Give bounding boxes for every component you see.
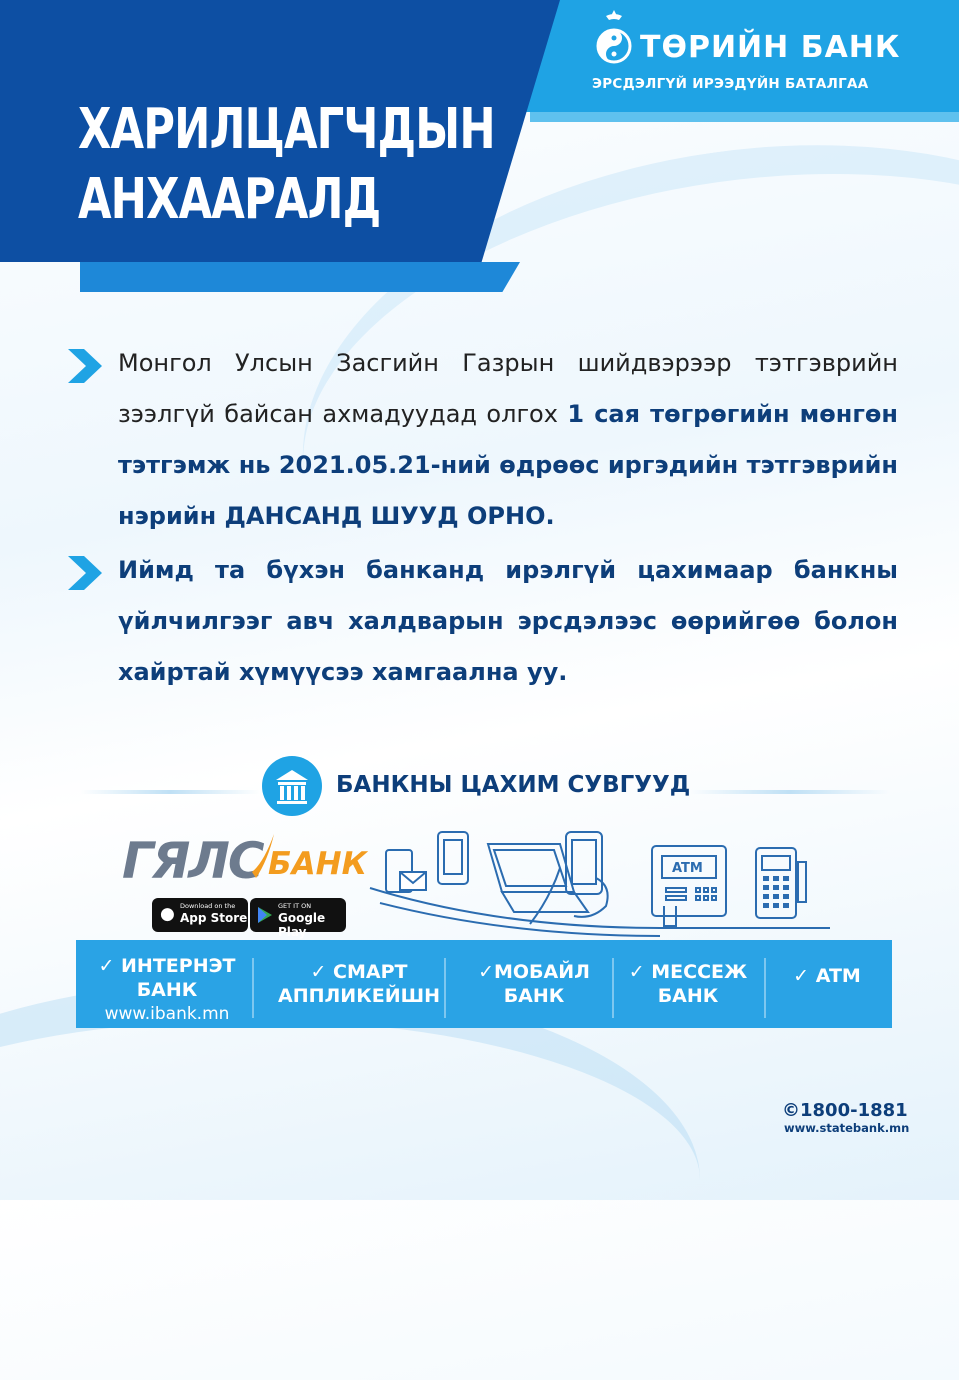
app-store-button[interactable] (152, 898, 248, 932)
header-accent-strip (530, 112, 959, 122)
channel-smart-app[interactable] (262, 960, 456, 1008)
google-play-label: Google Play (278, 911, 326, 939)
check-circle-icon: ✓ (478, 961, 494, 983)
bank-logo-icon (592, 8, 636, 68)
google-play-icon (257, 906, 273, 924)
bank-brand-name: ТӨРИЙН БАНК (640, 30, 901, 65)
message-paragraph-2: Иймд та бүхэн банканд ирэлгүй цахимаар банкны үйлчилгээг авч халдварын эрсдэлээс өөрийгөө болон хайртай хүмүүсээ хамгаална уу. (118, 556, 898, 686)
channel-message-bank[interactable] (618, 960, 758, 1008)
message-text: Монгол Улсын Засгийн Газрын шийдвэрээр тэтгэврийн зээлгүй байсан ахмадуудад олгох (118, 349, 898, 428)
page-title-line1: ХАРИЛЦАГЧДЫН (78, 97, 495, 162)
check-circle-icon: ✓ (793, 965, 816, 987)
message-highlight: 1 сая төгрөгийн мөнгөн тэтгэмж нь 2021.05.21-ний өдрөөс иргэдийн тэтгэврийн нэрийн ДАНСАНД ШУУД ОРНО. (118, 400, 898, 530)
channel-label: МЕССЕЖ (651, 961, 748, 983)
chevron-right-icon (64, 345, 106, 387)
phone-icon: © (782, 1100, 800, 1121)
header-accent (80, 262, 520, 292)
divider (252, 958, 254, 1018)
channel-url: www.ibank.mn (104, 1004, 230, 1024)
check-circle-icon: ✓ (310, 961, 334, 983)
hotline-text: 1800-1881 (800, 1100, 908, 1121)
bank-building-icon (262, 756, 322, 816)
page-title-line2: АНХААРАЛД (78, 167, 381, 232)
devices-illustration (360, 828, 840, 938)
channel-mobile-bank[interactable] (456, 960, 612, 1008)
channel-label: СМАРТ (333, 961, 408, 983)
gyals-logo-text: ГЯЛС (122, 832, 263, 890)
check-circle-icon: ✓ (628, 961, 652, 983)
background-swoosh-bottom (0, 980, 700, 1380)
channel-atm[interactable] (772, 964, 882, 988)
channel-internet-bank[interactable] (84, 954, 250, 1026)
divider (764, 958, 766, 1018)
divider-line (690, 790, 890, 794)
channels-title: БАНКНЫ ЦАХИМ СУВГУУД (336, 772, 691, 798)
divider-line (80, 790, 260, 794)
check-circle-icon: ✓ (98, 955, 122, 977)
channel-label: БАНК (503, 985, 565, 1007)
gyals-logo-bank: БАНК (268, 846, 367, 882)
channel-label: БАНК (657, 985, 719, 1007)
atm-screen-label: ATM (672, 861, 703, 876)
hotline-number[interactable] (782, 1100, 908, 1121)
app-store-label: App Store (180, 911, 248, 925)
channel-label: АППЛИКЕЙШН (278, 985, 440, 1007)
bank-slogan: ЭРСДЭЛГҮЙ ИРЭЭДҮЙН БАТАЛГАА (592, 76, 869, 92)
divider (612, 958, 614, 1018)
channel-label: МОБАЙЛ (493, 961, 590, 983)
apple-icon: ● (160, 904, 175, 924)
channel-label: ИНТЕРНЭТ (121, 955, 236, 977)
website-link[interactable]: www.statebank.mn (784, 1121, 910, 1135)
divider (444, 958, 446, 1018)
google-play-caption: GET IT ON (278, 902, 312, 910)
google-play-button[interactable] (250, 898, 346, 939)
chevron-right-icon (64, 552, 106, 594)
app-store-caption: Download on the (180, 902, 236, 910)
channel-label: БАНК (136, 979, 198, 1001)
message-paragraph-1 (118, 338, 898, 542)
channel-label: ATM (815, 965, 861, 987)
